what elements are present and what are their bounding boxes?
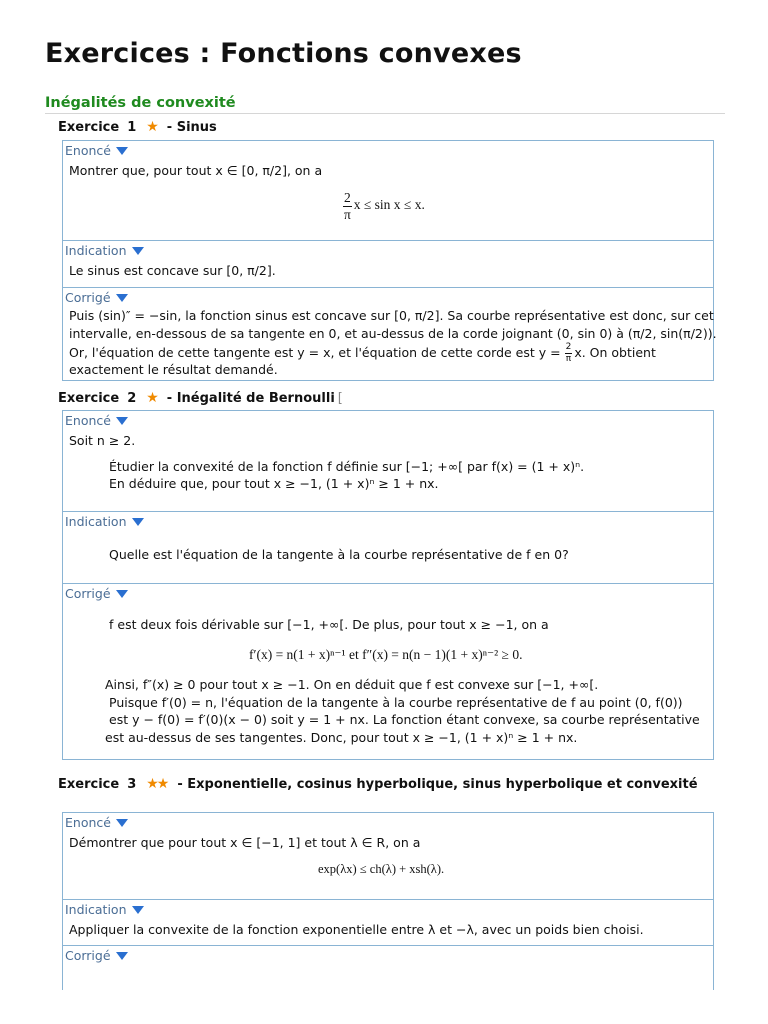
indication-toggle[interactable]: Indication <box>65 243 144 258</box>
enonce-panel: Enoncé Démontrer que pour tout x ∈ [−1, 1] et tout λ ∈ R, on a exp(λx) ≤ ch(λ) + xsh(λ). <box>65 815 445 876</box>
corrige-panel <box>63 945 713 991</box>
section-heading: Inégalités de convexité <box>45 92 725 114</box>
exercise-3-box <box>62 812 714 990</box>
corrige-toggle[interactable]: Corrigé <box>65 586 128 601</box>
triangle-down-icon <box>116 147 128 155</box>
indication-panel: Indication Appliquer la convexite de la fonction exponentielle entre λ et −λ, avec un poids bien choisi. <box>63 899 713 945</box>
exercise-1-box <box>62 140 717 381</box>
triangle-down-icon <box>116 590 128 598</box>
enonce-toggle[interactable]: Enoncé <box>65 815 128 830</box>
corrige-toggle[interactable]: Corrigé <box>65 948 128 963</box>
triangle-down-icon <box>116 819 128 827</box>
difficulty-star-icon: ★ <box>146 119 157 135</box>
triangle-down-icon <box>132 906 144 914</box>
indication-toggle[interactable]: Indication <box>65 902 144 917</box>
corrige-panel: Corrigé Puis (sin)″ = −sin, la fonction sinus est concave sur [0, π/2]. Sa courbe représentative est donc, sur cet intervalle, en-dessous de sa tangente en 0, et au-dessus de la corde joignant (0, sin 0) à (π/2, sin(π/2)). Or, l'équation de cette tangente est y = x, et l'équation de cette corde est y = $\frac{2}{\pi}$ x. On obtient exactement le résultat demandé. <box>63 287 713 380</box>
triangle-down-icon <box>116 417 128 425</box>
enonce-panel: Enoncé Soit n ≥ 2. Étudier la convexité de la fonction f définie sur [−1; +∞[ par f(x) = (1 + x)ⁿ. En déduire que, pour tout x ≥ −1, (1 + x)ⁿ ≥ 1 + nx. <box>65 413 585 491</box>
corrige-toggle[interactable]: Corrigé <box>65 290 128 305</box>
difficulty-star-icon: ★★ <box>146 776 168 792</box>
enonce-panel: Enoncé Montrer que, pour tout x ∈ [0, π/2], on a $\frac{2}{\pi}$ x ≤ sin x ≤ x. <box>65 143 425 222</box>
indication-panel: Indication Quelle est l'équation de la tangente à la courbe représentative de f en 0? <box>63 511 713 583</box>
triangle-down-icon <box>116 952 128 960</box>
difficulty-star-icon: ★ <box>146 390 157 406</box>
triangle-down-icon <box>116 294 128 302</box>
triangle-down-icon <box>132 518 144 526</box>
exercise-2-box <box>62 410 714 760</box>
exercise-3-heading: Exercice 3 ★★ - Exponentielle, cosinus hyperbolique, sinus hyperbolique et convexité <box>58 776 698 792</box>
enonce-toggle[interactable]: Enoncé <box>65 143 128 158</box>
triangle-down-icon <box>132 247 144 255</box>
indication-panel: Indication Le sinus est concave sur [0, π/2]. <box>63 240 713 287</box>
exercise-2-heading: Exercice 2 ★ - Inégalité de Bernoulli [ <box>58 390 343 406</box>
inequality-formula: $\frac{2}{\pi}$ x ≤ sin x ≤ x. <box>343 190 425 222</box>
exp-inequality-formula: exp(λx) ≤ ch(λ) + xsh(λ). <box>318 862 445 876</box>
page-title: Exercices : Fonctions convexes <box>45 38 522 69</box>
corrige-panel: Corrigé f est deux fois dérivable sur [−1, +∞[. De plus, pour tout x ≥ −1, on a f′(x) = n(1 + x)ⁿ⁻¹ et f″(x) = n(n − 1)(1 + x)ⁿ⁻² ≥ 0. Ainsi, f″(x) ≥ 0 pour tout x ≥ −1. On en déduit que f est convexe sur [−1, +∞[. Puisque f′(0) = n, l'équation de la tangente à la courbe représentative de f au point (0, f(0)) est y − f(0) = f′(0)(x − 0) soit y = 1 + nx. La fonction étant convexe, sa courbe représentative est au-dessus de ses tangentes. Donc, pour tout x ≥ −1, (1 + x)ⁿ ≥ 1 + nx. <box>63 583 713 759</box>
enonce-toggle[interactable]: Enoncé <box>65 413 128 428</box>
corrige-line-3: Or, l'équation de cette tangente est y = x, et l'équation de cette corde est y = $\frac{2}{\pi}$ x. On obtient <box>69 342 656 364</box>
derivatives-formula: f′(x) = n(1 + x)ⁿ⁻¹ et f″(x) = n(n − 1)(1 + x)ⁿ⁻² ≥ 0. <box>249 647 523 662</box>
indication-toggle[interactable]: Indication <box>65 514 144 529</box>
exercise-1-heading: Exercice 1 ★ - Sinus <box>58 119 217 135</box>
